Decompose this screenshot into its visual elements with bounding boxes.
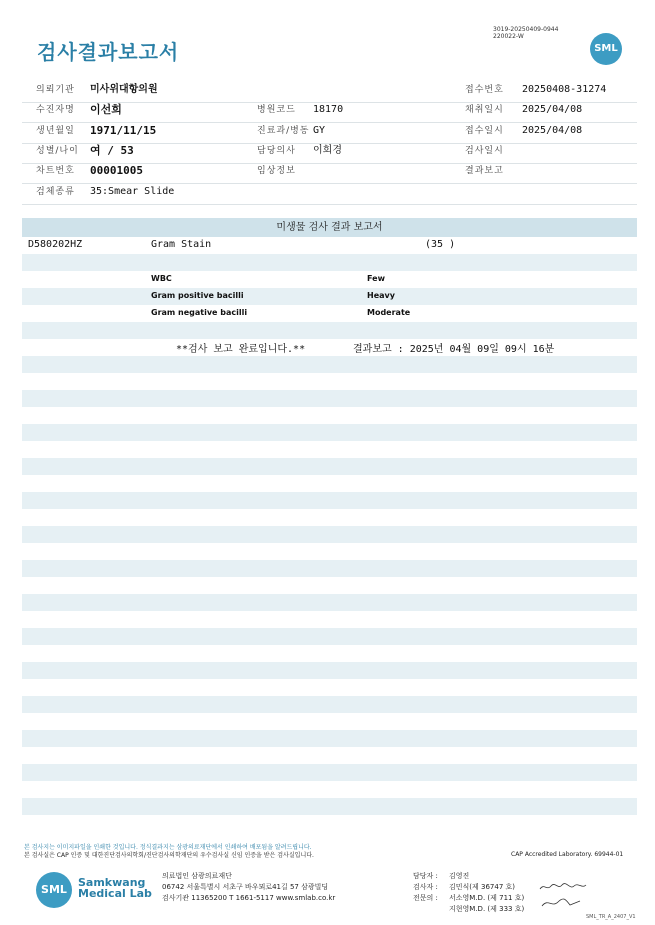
row-band [22, 628, 637, 645]
info-label: 차트번호 [36, 166, 75, 176]
info-value: 20250408-31274 [522, 84, 607, 95]
row-band [22, 526, 637, 543]
info-label: 병원코드 [257, 105, 296, 115]
row-band [22, 798, 637, 815]
info-label: 결과보고 [465, 166, 504, 176]
document-id-line2: 220022-W [493, 33, 524, 40]
row-band [22, 390, 637, 407]
result-name: Gram negative bacilli [151, 308, 248, 317]
row-band [22, 322, 637, 339]
info-label: 진료과/병동 [257, 126, 310, 136]
staff-list [413, 871, 524, 915]
image-notice: 본 검사지는 이미지파일을 인쇄한 것입니다. 정식결과지는 삼광의료재단에서 인쇄하여 배포됨을 알려드립니다. [24, 844, 312, 851]
staff-row [413, 882, 524, 893]
row-band [22, 696, 637, 713]
staff-name: 서소영M.D. (제 711 호) [449, 894, 525, 902]
staff-row [413, 893, 524, 904]
brand-name [78, 877, 152, 899]
row-band [22, 424, 637, 441]
row-band [22, 458, 637, 475]
row-band [22, 288, 637, 305]
report-time: 결과보고 : 2025년 04월 09일 09시 16분 [353, 344, 555, 355]
report-complete-text: **검사 보고 완료입니다.** [176, 344, 306, 355]
row-band [22, 356, 637, 373]
document-id [493, 26, 558, 40]
info-value: 이희경 [313, 145, 342, 156]
info-label: 검체종류 [36, 187, 75, 197]
test-number: (35 ) [425, 239, 456, 250]
document-id-line1: 3019-20250409-0944 [493, 26, 559, 33]
accreditation-notice: 본 검사실은 CAP 인증 및 대한진단검사의학회/진단검사의학재단의 우수검사실 신임 인증을 받은 검사실입니다. [24, 852, 314, 859]
info-value: 여 / 53 [90, 144, 134, 157]
info-value: GY [313, 125, 326, 136]
info-row-divider [22, 204, 637, 205]
info-value: 이선희 [90, 103, 122, 116]
info-value: 18170 [313, 104, 344, 115]
test-code: D580202HZ [28, 239, 83, 250]
info-label: 접수번호 [465, 85, 504, 95]
page-title: 검사결과보고서 [37, 40, 180, 64]
row-band [22, 764, 637, 781]
info-label: 채취일시 [465, 105, 504, 115]
section-title: 미생물 검사 결과 보고서 [276, 222, 383, 233]
info-label: 성별/나이 [36, 146, 79, 156]
row-band [22, 662, 637, 679]
staff-name: 김영진 [449, 872, 470, 880]
sml-footer-logo: SML [36, 872, 72, 908]
info-value: 2025/04/08 [522, 104, 583, 115]
org-info [162, 871, 335, 904]
signature-specialist [540, 896, 582, 910]
row-band [22, 254, 637, 271]
info-label: 의뢰기관 [36, 85, 75, 95]
info-value: 35:Smear Slide [90, 186, 175, 197]
row-band [22, 560, 637, 577]
org-name: 의료법인 삼광의료재단 [162, 872, 232, 880]
info-row-divider [22, 183, 637, 184]
signature-inspector [538, 881, 588, 893]
form-version: SML_TR_A_2407_V1 [586, 914, 636, 920]
info-value: 2025/04/08 [522, 125, 583, 136]
staff-name: 김민식(제 36747 호) [449, 883, 515, 891]
info-value: 1971/11/15 [90, 124, 157, 137]
row-band [22, 492, 637, 509]
org-contact: 검사기관 11365200 T 1661-5117 www.smlab.co.kr [162, 894, 336, 902]
row-band [22, 730, 637, 747]
test-name: Gram Stain [151, 239, 212, 250]
result-value: Few [367, 274, 385, 283]
row-band [22, 594, 637, 611]
staff-role: 담당자 : [413, 872, 438, 880]
info-label: 수진자명 [36, 105, 75, 115]
info-label: 생년월일 [36, 126, 75, 136]
info-label: 검사일시 [465, 146, 504, 156]
staff-row [413, 904, 524, 915]
result-value: Moderate [367, 308, 411, 317]
info-label: 담당의사 [257, 146, 296, 156]
staff-role: 전문의 : [413, 894, 438, 902]
info-label: 임상정보 [257, 166, 296, 176]
result-name: WBC [151, 274, 172, 283]
org-address: 06742 서울특별시 서초구 바우뫼로41길 57 삼광빌딩 [162, 883, 329, 891]
sml-logo: SML [590, 33, 622, 65]
info-value: 00001005 [90, 164, 143, 177]
info-row-divider [22, 122, 637, 123]
result-name: Gram positive bacilli [151, 291, 244, 300]
result-value: Heavy [367, 291, 395, 300]
info-value: 미사위대항의원 [90, 84, 158, 95]
brand-line2: Medical Lab [78, 887, 152, 900]
staff-row [413, 871, 524, 882]
staff-role: 검사자 : [413, 883, 438, 891]
info-label: 접수일시 [465, 126, 504, 136]
staff-name: 지현영M.D. (제 333 호) [449, 905, 525, 913]
cap-accreditation: CAP Accredited Laboratory. 69944-01 [511, 851, 624, 858]
brand-line1: Samkwang [78, 876, 146, 889]
